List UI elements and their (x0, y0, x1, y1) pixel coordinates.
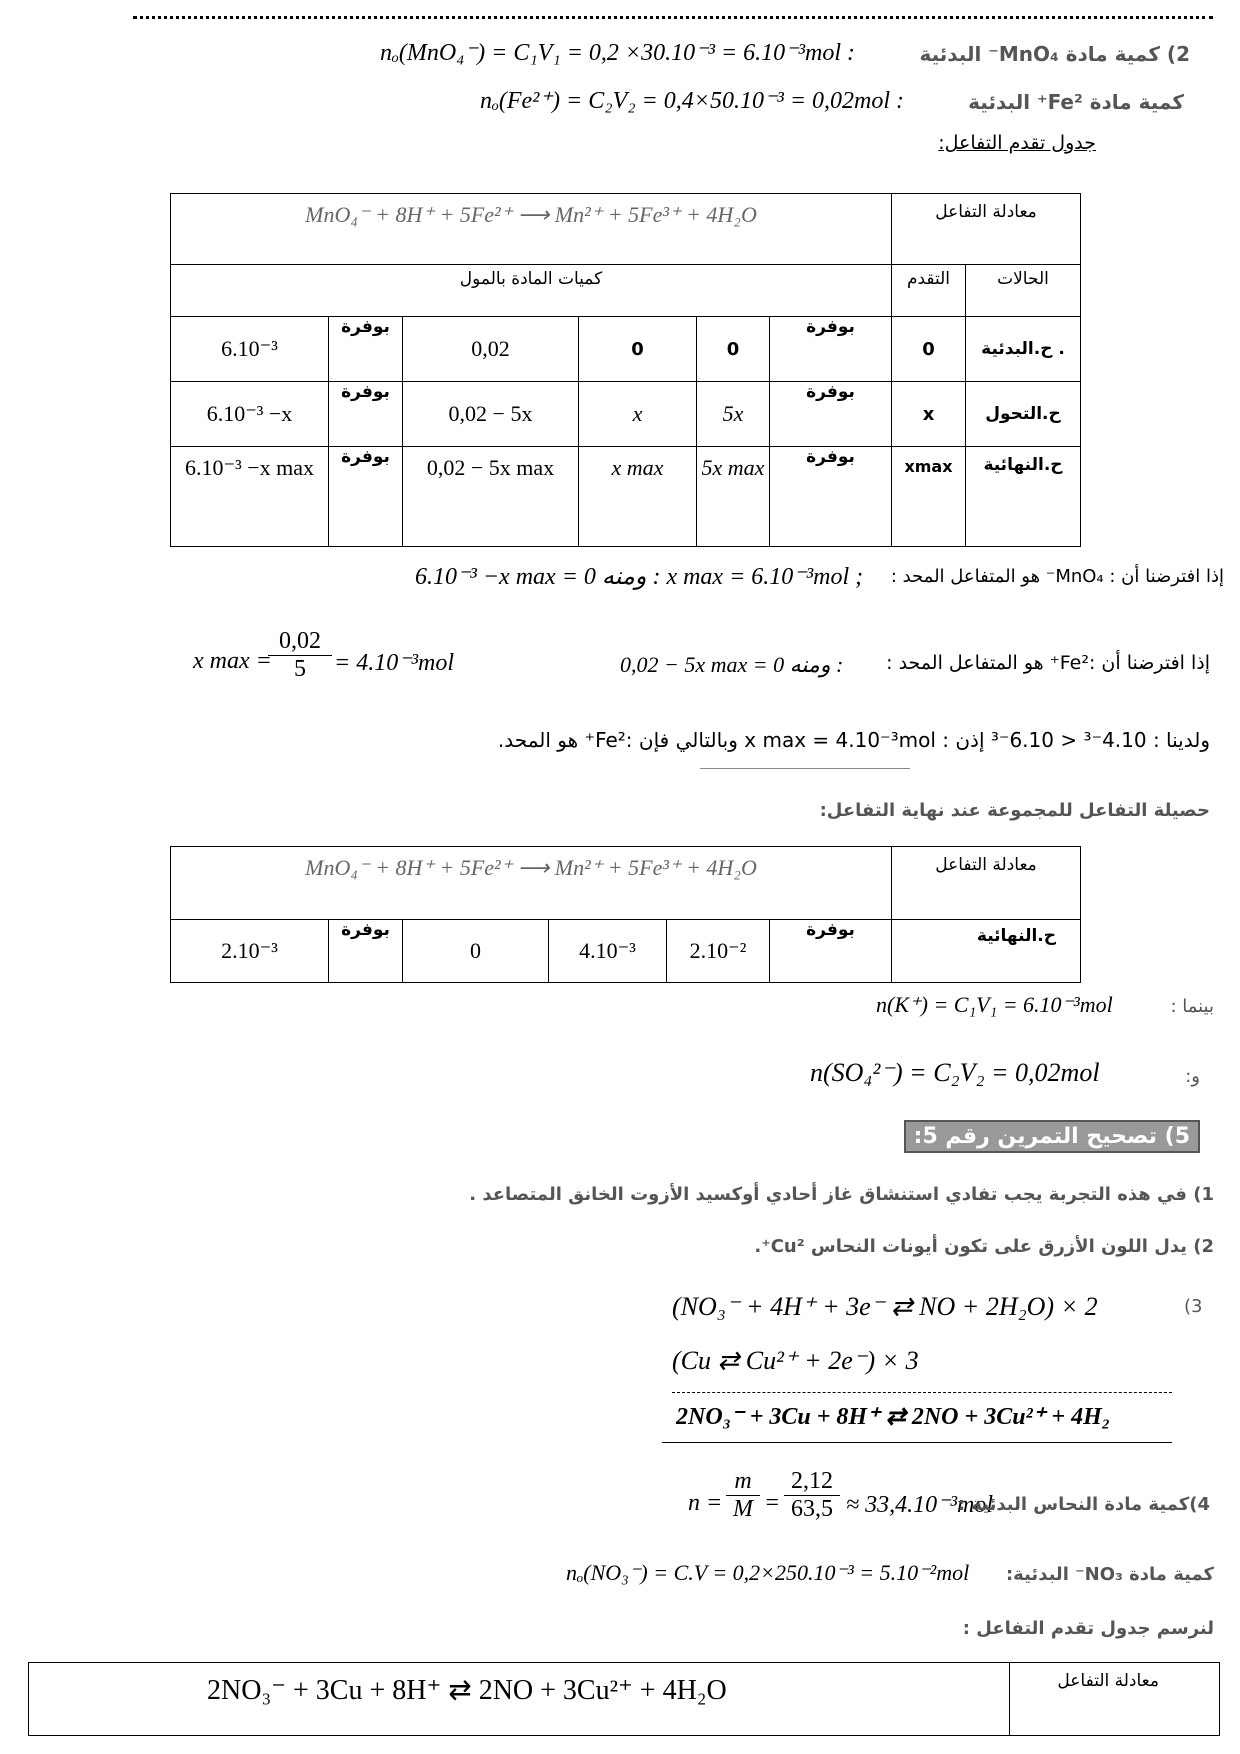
fraction-denominator: M (733, 1496, 753, 1522)
cell: 0 (697, 317, 770, 382)
cell: 4.10⁻³ (549, 920, 667, 983)
copper-equation-header: معادلة التفاعل (1057, 1671, 1159, 1691)
cell: 6.10⁻³ −x max (171, 447, 329, 547)
copper-fraction-1 (726, 1468, 760, 1523)
equals-sign: = (764, 1490, 781, 1516)
hypothesis-mno4-label: إذا افترضنا أن : MnO₄⁻ هو المتفاعل المحد : (890, 566, 1224, 587)
cell: 0,02 (403, 317, 579, 382)
cell: 0,02 − 5x (403, 382, 579, 447)
limiting-reactant-conclusion: ولدينا : 4.10⁻³ < 6.10⁻³ إذن : x max = 4.10⁻³mol وبالتالي فإن :Fe²⁺ هو المحد. (497, 728, 1210, 752)
top-dotted-separator (133, 16, 1213, 19)
half-equation-nitrate: (NO₃⁻ + 4H⁺ + 3e⁻ ⇄ NO + 2H₂O) × 2 (672, 1292, 1098, 1321)
cell: x max (579, 447, 697, 547)
fraction-numerator: m (726, 1468, 760, 1496)
progress-cell: xmax (892, 447, 966, 547)
progress-header: التقدم (892, 265, 966, 317)
hypothesis-fe-frac-lhs: x max = (193, 648, 272, 674)
table-divider (1009, 1663, 1010, 1735)
fe-initial-label: كمية مادة Fe²⁺ البدئية (968, 90, 1184, 114)
overall-equation: 2NO₃⁻ + 3Cu + 8H⁺ ⇄ 2NO + 3Cu²⁺ + 4H₂ (676, 1404, 1111, 1430)
exercise-5-header: 5) تصحيح التمرين رقم 5: (904, 1120, 1200, 1153)
cell: 2.10⁻³ (171, 920, 329, 983)
exercise-5-answer-1: 1) في هذه التجربة يجب تفادي استنشاق غاز أحادي أوكسيد الأزوت الخانق المتصاعد . (469, 1184, 1214, 1205)
result-title: حصيلة التفاعل للمجموعة عند نهاية التفاعل: (819, 800, 1210, 821)
potassium-equation: n(K⁺) = C₁V₁ = 6.10⁻³mol (876, 992, 1113, 1017)
cell: 6.10⁻³ (171, 317, 329, 382)
mno4-initial-label: 2) كمية مادة MnO₄⁻ البدئية (919, 42, 1190, 66)
progress-table-title: جدول تقدم التفاعل: (938, 132, 1096, 154)
fraction-numerator: 2,12 (784, 1468, 840, 1496)
cell: 0 (403, 920, 549, 983)
hypothesis-mno4-equation: 6.10⁻³ −x max = 0 ومنه : x max = 6.10⁻³mol ; (415, 564, 864, 590)
hypothesis-fe-label: إذا افترضنا أن :Fe²⁺ هو المتفاعل المحد : (886, 652, 1210, 674)
reaction-equation: MnO₄⁻ + 8H⁺ + 5Fe²⁺ ⟶ Mn²⁺ + 5Fe³⁺ + 4H₂O (171, 194, 892, 265)
state-cell: . ح.البدئية (966, 317, 1081, 382)
table-row (171, 382, 1081, 447)
quantities-header: كميات المادة بالمول (171, 265, 892, 317)
progress-cell: x (892, 382, 966, 447)
cell: بوفرة (329, 920, 403, 983)
result-reaction-equation: MnO₄⁻ + 8H⁺ + 5Fe²⁺ ⟶ Mn²⁺ + 5Fe³⁺ + 4H₂O (171, 847, 892, 920)
fe-initial-equation: nₒ(Fe²⁺) = C₂V₂ = 0,4×50.10⁻³ = 0,02mol : (480, 88, 905, 114)
hypothesis-fe-equation: 0,02 − 5x max = 0 ومنه : (620, 652, 844, 677)
potassium-label: بينما : (1170, 996, 1214, 1017)
cell: بوفرة (770, 920, 892, 983)
cell: 0 (579, 317, 697, 382)
half-equation-copper: (Cu ⇄ Cu²⁺ + 2e⁻) × 3 (672, 1346, 919, 1375)
cell: 2.10⁻² (667, 920, 770, 983)
exercise-5-answer-2: 2) يدل اللون الأزرق على تكون أيونات النحاس Cu²⁺. (754, 1236, 1214, 1257)
table-row (171, 447, 1081, 547)
draw-table-intro: لنرسم جدول تقدم التفاعل : (962, 1618, 1214, 1639)
state-cell: ح.النهائية (892, 920, 1081, 983)
result-equation-header: معادلة التفاعل (892, 847, 1081, 920)
equation-header: معادلة التفاعل (892, 194, 1081, 265)
cell: بوفرة (329, 447, 403, 547)
copper-moles-lhs: n = (688, 1490, 723, 1516)
fraction-numerator: 0,02 (268, 628, 332, 656)
hypothesis-fe-fraction (268, 628, 332, 683)
cell: 5x (697, 382, 770, 447)
cell: 6.10⁻³ −x (171, 382, 329, 447)
nitrate-moles-label: كمية مادة NO₃⁻ البدئية: (1005, 1564, 1214, 1585)
fraction-denominator: 63,5 (791, 1496, 833, 1522)
underline-rule (662, 1442, 1172, 1443)
cell: 0,02 − 5x max (403, 447, 579, 547)
state-cell: ح.النهائية (966, 447, 1081, 547)
state-cell: ح.التحول (966, 382, 1081, 447)
copper-progress-table (28, 1662, 1220, 1736)
dashed-separator (672, 1392, 1172, 1393)
copper-fraction-2 (784, 1468, 840, 1523)
progress-cell: 0 (892, 317, 966, 382)
nitrate-moles-equation: nₒ(NO₃⁻) = C.V = 0,2×250.10⁻³ = 5.10⁻²mol (566, 1560, 970, 1585)
cell: بوفرة (770, 317, 892, 382)
result-table (170, 846, 1081, 983)
hypothesis-fe-frac-rhs: = 4.10⁻³mol (334, 650, 455, 676)
sulfate-equation: n(SO₄²⁻) = C₂V₂ = 0,02mol (810, 1058, 1100, 1087)
mno4-initial-equation: nₒ(MnO₄⁻) = C₁V₁ = 0,2 ×30.10⁻³ = 6.10⁻³mol : (380, 40, 856, 66)
underline-rule (700, 768, 910, 769)
cell: بوفرة (770, 447, 892, 547)
cell: بوفرة (329, 382, 403, 447)
progress-table (170, 193, 1081, 547)
cell: 5x max (697, 447, 770, 547)
cell: بوفرة (770, 382, 892, 447)
sulfate-label: و: (1185, 1066, 1200, 1087)
table-row (171, 920, 1081, 983)
states-header: الحالات (966, 265, 1081, 317)
fraction-denominator: 5 (294, 656, 306, 682)
answer-3-number: (3 (1184, 1296, 1203, 1317)
table-row (171, 317, 1081, 382)
copper-reaction-equation: 2NO₃⁻ + 3Cu + 8H⁺ ⇄ 2NO + 3Cu²⁺ + 4H₂O (207, 1675, 727, 1706)
copper-moles-rhs: ≈ 33,4.10⁻³mol (846, 1492, 994, 1518)
cell: بوفرة (329, 317, 403, 382)
copper-moles-label: 4)كمية مادة النحاس البدئية : (957, 1494, 1210, 1515)
cell: x (579, 382, 697, 447)
